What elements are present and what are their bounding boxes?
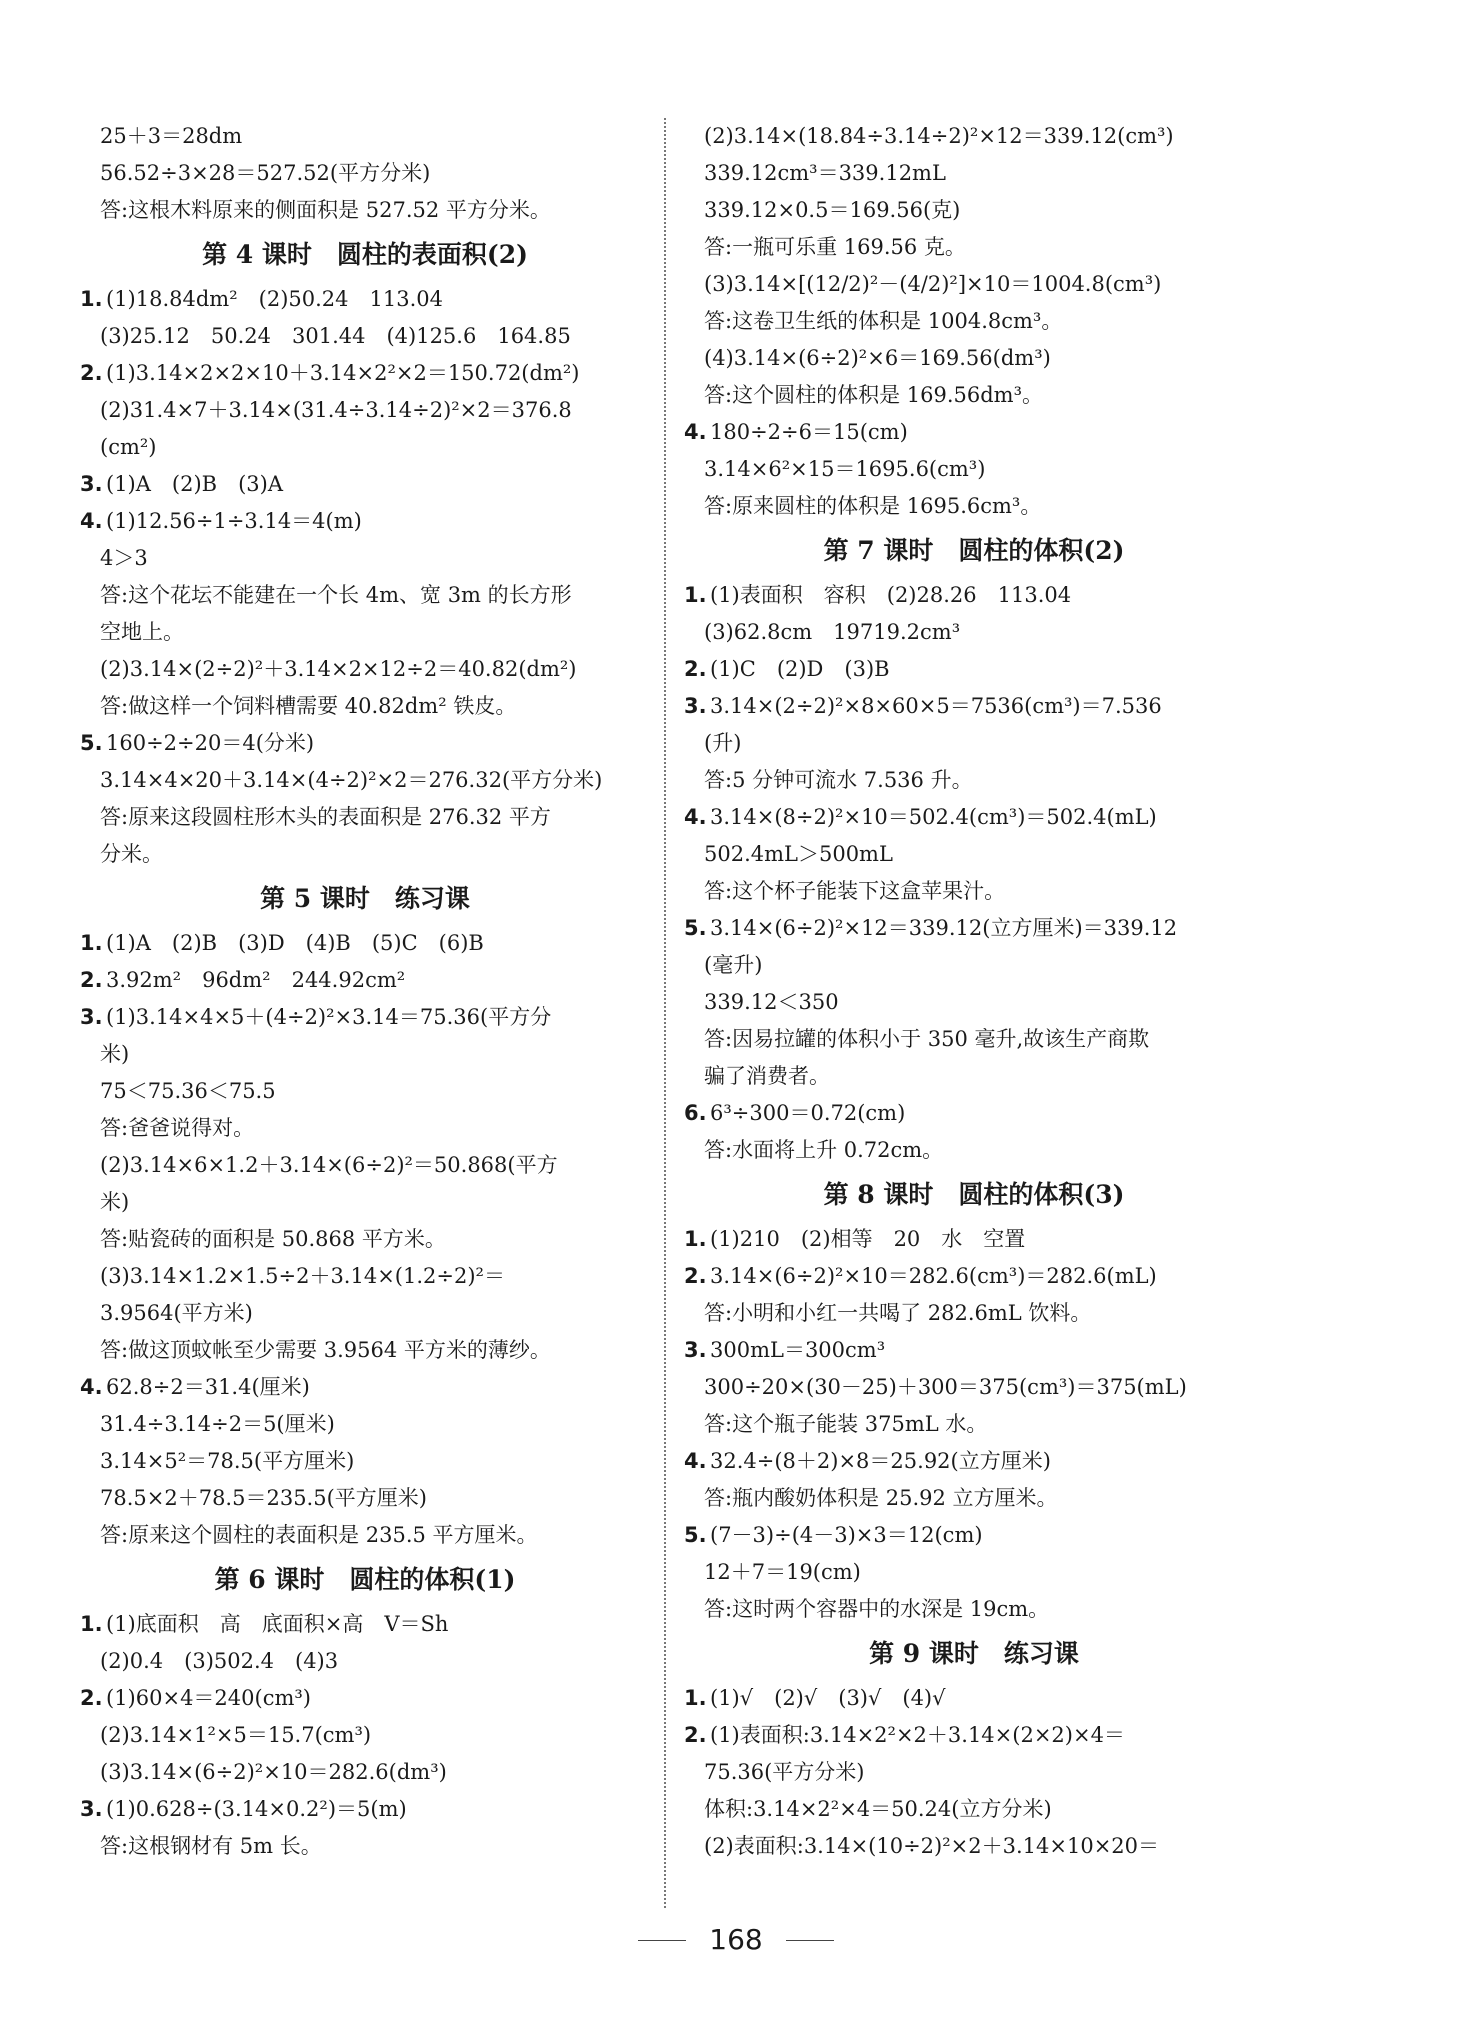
question-line [80, 999, 650, 1036]
answer-line: 75＜75.36＜75.5 [100, 1079, 276, 1103]
question-number: 2. [684, 1723, 707, 1747]
section-heading: 第 8 课时 圆柱的体积(3) [823, 1180, 1125, 1209]
answer-line: (2)3.14×6×1.2＋3.14×(6÷2)²＝50.868(平方 [100, 1153, 558, 1177]
question-line [80, 1369, 650, 1406]
answer-line: 56.52÷3×28＝527.52(平方分米) [100, 161, 431, 185]
question-line [80, 1606, 650, 1643]
answer-line: (2)3.14×1²×5＝15.7(cm³) [100, 1723, 372, 1747]
answer-text: (1)60×4＝240(cm³) [106, 1686, 311, 1710]
answer-line: 答:原来这段圆柱形木头的表面积是 276.32 平方 [100, 805, 551, 829]
answer-line: 答:这时两个容器中的水深是 19cm。 [704, 1597, 1050, 1621]
answer-line: 3.9564(平方米) [100, 1301, 253, 1325]
answer-text: 3.92m² 96dm² 244.92cm² [106, 968, 406, 992]
answer-line: (4)3.14×(6÷2)²×6＝169.56(dm³) [704, 346, 1051, 370]
question-number: 2. [80, 968, 103, 992]
section-heading: 第 5 课时 练习课 [260, 884, 470, 913]
answer-line: (3)3.14×[(12/2)²－(4/2)²]×10＝1004.8(cm³) [704, 272, 1162, 296]
question-number: 5. [684, 1523, 707, 1547]
question-number: 4. [684, 420, 707, 444]
question-line [80, 962, 650, 999]
answer-line: 答:这卷卫生纸的体积是 1004.8cm³。 [704, 309, 1063, 333]
question-number: 4. [684, 805, 707, 829]
question-line [684, 1717, 1264, 1754]
answer-line: (3)25.12 50.24 301.44 (4)125.6 164.85 [100, 324, 571, 348]
answer-line: (3)62.8cm 19719.2cm³ [704, 620, 961, 644]
right-column [684, 118, 1264, 1865]
answer-line: (2)0.4 (3)502.4 (4)3 [100, 1649, 339, 1673]
question-line [684, 688, 1264, 725]
answer-text: 180÷2÷6＝15(cm) [710, 420, 908, 444]
question-line [684, 1680, 1264, 1717]
answer-text: 160÷2÷20＝4(分米) [106, 731, 315, 755]
answer-line: 分米。 [100, 842, 163, 866]
question-number: 1. [80, 931, 103, 955]
answer-line: 答:5 分钟可流水 7.536 升。 [704, 768, 973, 792]
answer-line: 答:做这顶蚊帐至少需要 3.9564 平方米的薄纱。 [100, 1338, 551, 1362]
answer-line: 3.14×6²×15＝1695.6(cm³) [704, 457, 986, 481]
answer-text: 3.14×(8÷2)²×10＝502.4(cm³)＝502.4(mL) [710, 805, 1157, 829]
answer-line: 339.12＜350 [704, 990, 839, 1014]
question-number: 2. [80, 361, 103, 385]
answer-line: 答:这根钢材有 5m 长。 [100, 1834, 322, 1858]
answer-text: (1)0.628÷(3.14×0.2²)＝5(m) [106, 1797, 407, 1821]
answer-text: (1)3.14×2×2×10＋3.14×2²×2＝150.72(dm²) [106, 361, 580, 385]
question-number: 2. [684, 657, 707, 681]
page-number: 168 [709, 1923, 763, 1956]
question-number: 4. [80, 509, 103, 533]
answer-line: 答:小明和小红一共喝了 282.6mL 饮料。 [704, 1301, 1092, 1325]
answer-text: (1)底面积 高 底面积×高 V＝Sh [106, 1612, 449, 1636]
answer-text: (1)12.56÷1÷3.14＝4(m) [106, 509, 362, 533]
question-number: 1. [684, 1227, 707, 1251]
answer-text: 300mL＝300cm³ [710, 1338, 886, 1362]
answer-line: 3.14×5²＝78.5(平方厘米) [100, 1449, 355, 1473]
answer-text: 3.14×(6÷2)²×10＝282.6(cm³)＝282.6(mL) [710, 1264, 1157, 1288]
answer-line: 答:这个瓶子能装 375mL 水。 [704, 1412, 988, 1436]
question-line [684, 1095, 1264, 1132]
question-number: 6. [684, 1101, 707, 1125]
answer-line: 米) [100, 1042, 130, 1066]
question-line [80, 925, 650, 962]
question-number: 1. [684, 583, 707, 607]
answer-line: (毫升) [704, 953, 763, 977]
answer-line: 4＞3 [100, 546, 148, 570]
section-heading: 第 7 课时 圆柱的体积(2) [823, 536, 1125, 565]
answer-line: 答:这个杯子能装下这盒苹果汁。 [704, 879, 1006, 903]
question-number: 4. [684, 1449, 707, 1473]
question-line [80, 725, 650, 762]
question-line [684, 1332, 1264, 1369]
column-divider [664, 118, 666, 1908]
answer-text: (7－3)÷(4－3)×3＝12(cm) [710, 1523, 983, 1547]
answer-line: 答:因易拉罐的体积小于 350 毫升,故该生产商欺 [704, 1027, 1150, 1051]
answer-text: (1)A (2)B (3)D (4)B (5)C (6)B [106, 931, 484, 955]
question-line [80, 466, 650, 503]
answer-line: (2)表面积:3.14×(10÷2)²×2＋3.14×10×20＝ [704, 1834, 1160, 1858]
answer-text: 6³÷300＝0.72(cm) [710, 1101, 906, 1125]
question-line [684, 910, 1264, 947]
answer-text: (1)18.84dm² (2)50.24 113.04 [106, 287, 443, 311]
answer-text: 32.4÷(8＋2)×8＝25.92(立方厘米) [710, 1449, 1051, 1473]
question-line [684, 1221, 1264, 1258]
question-line [80, 281, 650, 318]
question-number: 3. [80, 1005, 103, 1029]
question-line [684, 1258, 1264, 1295]
answer-line: 502.4mL＞500mL [704, 842, 893, 866]
answer-line: (2)3.14×(2÷2)²＋3.14×2×12÷2＝40.82(dm²) [100, 657, 577, 681]
answer-text: 3.14×(2÷2)²×8×60×5＝7536(cm³)＝7.536 [710, 694, 1162, 718]
section-heading: 第 4 课时 圆柱的表面积(2) [202, 240, 528, 269]
answer-text: (1)表面积:3.14×2²×2＋3.14×(2×2)×4＝ [710, 1723, 1125, 1747]
question-number: 1. [80, 287, 103, 311]
answer-line: 3.14×4×20＋3.14×(4÷2)²×2＝276.32(平方分米) [100, 768, 603, 792]
answer-line: 答:这个花坛不能建在一个长 4m、宽 3m 的长方形 [100, 583, 572, 607]
question-number: 1. [684, 1686, 707, 1710]
left-column [80, 118, 650, 1865]
answer-line: (3)3.14×1.2×1.5÷2＋3.14×(1.2÷2)²＝ [100, 1264, 505, 1288]
answer-line: 答:瓶内酸奶体积是 25.92 立方厘米。 [704, 1486, 1058, 1510]
answer-text: (1)表面积 容积 (2)28.26 113.04 [710, 583, 1072, 607]
question-number: 3. [684, 1338, 707, 1362]
question-number: 4. [80, 1375, 103, 1399]
footer-dash-right [786, 1940, 834, 1941]
answer-text: 3.14×(6÷2)²×12＝339.12(立方厘米)＝339.12 [710, 916, 1178, 940]
answer-line: 答:这根木料原来的侧面积是 527.52 平方分米。 [100, 198, 551, 222]
answer-text: (1)210 (2)相等 20 水 空置 [710, 1227, 1026, 1251]
page-footer [0, 1910, 1472, 1970]
answer-line: 答:一瓶可乐重 169.56 克。 [704, 235, 966, 259]
question-line [684, 1443, 1264, 1480]
answer-text: (1)√ (2)√ (3)√ (4)√ [710, 1686, 946, 1710]
question-line [684, 414, 1264, 451]
answer-line: 25＋3＝28dm [100, 124, 243, 148]
answer-line: (cm²) [100, 435, 157, 459]
answer-line: 75.36(平方分米) [704, 1760, 865, 1784]
answer-line: 答:贴瓷砖的面积是 50.868 平方米。 [100, 1227, 446, 1251]
answer-text: (1)A (2)B (3)A [106, 472, 284, 496]
question-number: 2. [684, 1264, 707, 1288]
answer-line: 答:做这样一个饲料槽需要 40.82dm² 铁皮。 [100, 694, 517, 718]
question-line [684, 651, 1264, 688]
answer-text: (1)3.14×4×5＋(4÷2)²×3.14＝75.36(平方分 [106, 1005, 552, 1029]
answer-line: 体积:3.14×2²×4＝50.24(立方分米) [704, 1797, 1052, 1821]
footer-dash-left [638, 1940, 686, 1941]
answer-text: 62.8÷2＝31.4(厘米) [106, 1375, 310, 1399]
question-line [80, 355, 650, 392]
answer-line: 空地上。 [100, 620, 184, 644]
answer-line: 答:水面将上升 0.72cm。 [704, 1138, 944, 1162]
question-number: 3. [80, 472, 103, 496]
answer-line: 339.12cm³＝339.12mL [704, 161, 946, 185]
answer-line: 答:爸爸说得对。 [100, 1116, 255, 1140]
section-heading: 第 9 课时 练习课 [869, 1639, 1079, 1668]
question-line [684, 1517, 1264, 1554]
question-line [684, 799, 1264, 836]
answer-line: (2)31.4×7＋3.14×(31.4÷3.14÷2)²×2＝376.8 [100, 398, 572, 422]
question-number: 5. [80, 731, 103, 755]
question-number: 5. [684, 916, 707, 940]
answer-line: (3)3.14×(6÷2)²×10＝282.6(dm³) [100, 1760, 447, 1784]
question-line [684, 577, 1264, 614]
question-number: 3. [80, 1797, 103, 1821]
section-heading: 第 6 课时 圆柱的体积(1) [214, 1565, 516, 1594]
answer-line: (2)3.14×(18.84÷3.14÷2)²×12＝339.12(cm³) [704, 124, 1174, 148]
answer-line: 答:原来这个圆柱的表面积是 235.5 平方厘米。 [100, 1523, 538, 1547]
answer-text: (1)C (2)D (3)B [710, 657, 890, 681]
question-line [80, 1680, 650, 1717]
answer-line: 米) [100, 1190, 130, 1214]
answer-line: 答:这个圆柱的体积是 169.56dm³。 [704, 383, 1044, 407]
answer-line: (升) [704, 731, 742, 755]
answer-line: 骗了消费者。 [704, 1064, 830, 1088]
question-number: 1. [80, 1612, 103, 1636]
answer-line: 78.5×2＋78.5＝235.5(平方厘米) [100, 1486, 427, 1510]
question-line [80, 503, 650, 540]
question-number: 3. [684, 694, 707, 718]
answer-line: 31.4÷3.14÷2＝5(厘米) [100, 1412, 335, 1436]
answer-line: 339.12×0.5＝169.56(克) [704, 198, 961, 222]
answer-line: 答:原来圆柱的体积是 1695.6cm³。 [704, 494, 1042, 518]
question-line [80, 1791, 650, 1828]
question-number: 2. [80, 1686, 103, 1710]
answer-line: 12＋7＝19(cm) [704, 1560, 861, 1584]
answer-line: 300÷20×(30－25)＋300＝375(cm³)＝375(mL) [704, 1375, 1187, 1399]
